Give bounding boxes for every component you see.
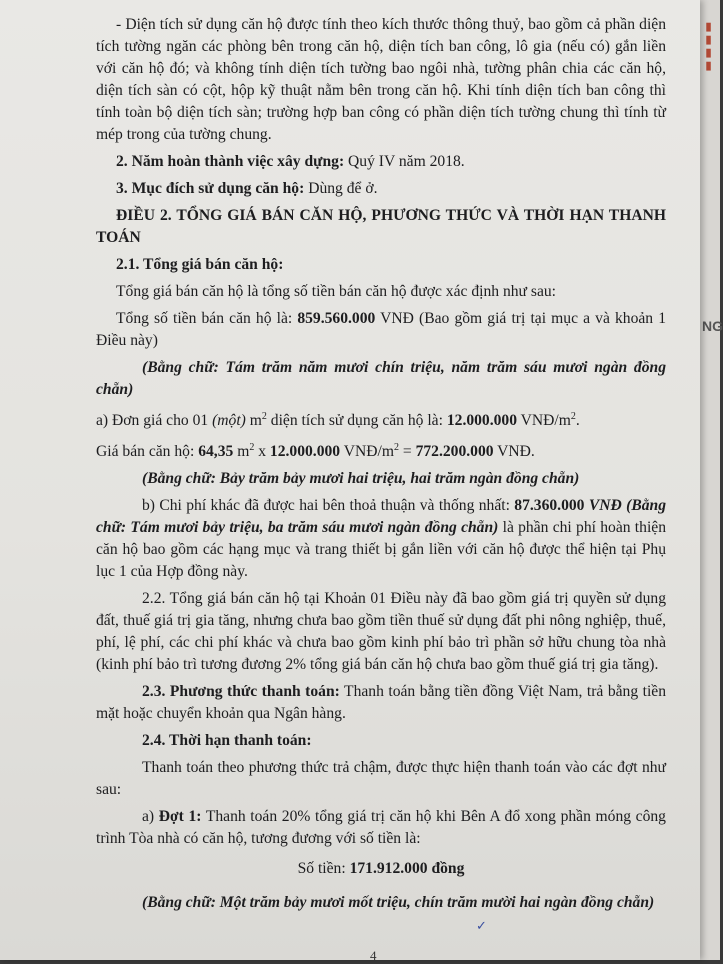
section-usage-purpose: 3. Mục đích sử dụng căn hộ: Dùng để ở. [116,180,378,197]
paragraph-payment-schedule: Thanh toán theo phương thức trả chậm, được thực hiện thanh toán vào các đợt như sau: [96,759,666,799]
edge-stamp-mark: ▮▮▮▮ [702,20,714,72]
paragraph-2-3: 2.3. Phương thức thanh toán: Thanh toán bằng tiền đồng Việt Nam, trả bằng tiền mặt hoặc chuyển khoản qua Ngân hàng. [96,683,667,723]
paragraph-sale-price-words: (Bằng chữ: Bảy trăm bảy mươi hai triệu, hai trăm ngàn đồng chẵn) [142,470,580,488]
paragraph-total-price-words: (Bằng chữ: Tám trăm năm mươi chín triệu, năm trăm sáu mươi ngàn đồng chẵn) [96,359,666,398]
paragraph-installment-1: a) Đợt 1: Thanh toán 20% tổng giá trị căn hộ khi Bên A đổ xong phần móng công trình Tòa nhà có căn hộ, tương đương với số tiền là: [96,808,666,848]
background-document-edge [698,0,723,960]
paragraph-total-price-intro: Tổng giá bán căn hộ là tổng số tiền bán căn hộ được xác định như sau: [116,283,557,300]
paragraph-sale-price: Giá bán căn hộ: 64,35 $m^2$ x 12.000.000 VNĐ/$m^2 = 772.200.000$ VNĐ. [96,442,535,461]
paragraph-other-costs: b) Chi phí khác đã được hai bên thoả thuận và thống nhất: 87.360.000 VNĐ (Bằng chữ: Tám mươi bảy triệu, ba trăm sáu mươi ngàn đồng chẵn) là phần chi phí hoàn thiện căn hộ bao gồm các hạng mục và trang thiết bị gắn liền với căn hộ được thể hiện tại Phụ lục 1 của Hợp đồng này. [96,497,666,581]
edge-text: NG [702,318,723,334]
page-number: 4 [370,948,377,963]
paragraph-total-price: Tổng số tiền bán căn hộ là: 859.560.000 VNĐ (Bao gồm giá trị tại mục a và khoản 1 Điều này) [96,310,667,349]
paragraph-area-definition: - Diện tích sử dụng căn hộ được tính theo kích thước thông thuỷ, bao gồm cả phần diện tích tường ngăn các phòng bên trong căn hộ, diện tích ban công, lô gia (nếu có) gắn liền với căn hộ đó; và không tính diện tích tường bao ngôi nhà, tường phân chia các căn hộ, diện tích sàn có cột, hộp kỹ thuật nằm bên trong căn hộ. Khi tính diện tích ban công thì tính toàn bộ diện tích sàn; trường hợp ban công có phần diện tích tường chung thì tính từ mép trong của tường chung. [96,16,666,143]
page-body [96,14,666,919]
heading-2-1: 2.1. Tổng giá bán căn hộ: [116,256,284,273]
section-completion-year: 2. Năm hoàn thành việc xây dựng: Quý IV năm 2018. [116,153,465,170]
pen-mark: ✓ [476,918,487,933]
article-2-heading: ĐIỀU 2. TỔNG GIÁ BÁN CĂN HỘ, PHƯƠNG THỨC VÀ THỜI HẠN THANH TOÁN [96,207,666,246]
paragraph-2-2: 2.2. Tổng giá bán căn hộ tại Khoản 01 Điều này đã bao gồm giá trị quyền sử dụng đất, thuế giá trị gia tăng, nhưng chưa bao gồm tiền thuế sử dụng đất phi nông nghiệp, thuế, phí, lệ phí, các chi phí khác và chưa bao gồm kinh phí bảo trì phần sở hữu chung tòa nhà (kinh phí bảo trì tương đương 2% tổng giá bán căn hộ chưa bao gồm thuế giá trị gia tăng). [96,590,666,674]
heading-2-4: 2.4. Thời hạn thanh toán: [142,732,312,750]
paragraph-installment-amount: Số tiền: 171.912.000 đồng [297,860,465,878]
paragraph-installment-words: (Bằng chữ: Một trăm bảy mươi mốt triệu, chín trăm mười hai ngàn đồng chẵn) [142,894,655,912]
paragraph-unit-price: a) Đơn giá cho 01 (một) $m^2$ diện tích sử dụng căn hộ là: 12.000.000 VNĐ/$m^2$. [96,411,580,430]
